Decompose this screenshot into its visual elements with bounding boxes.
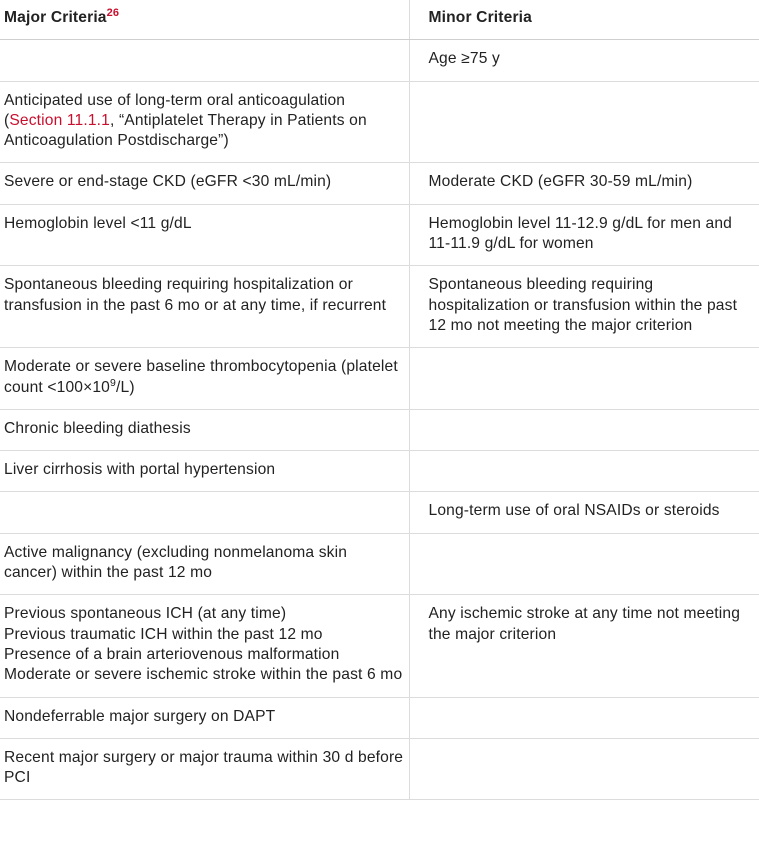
minor-cell — [409, 348, 759, 410]
table-row — [0, 533, 759, 595]
table-row — [0, 81, 759, 163]
section-link[interactable]: Section 11.1.1 — [9, 111, 110, 129]
table-row — [0, 738, 759, 800]
minor-cell: Long-term use of oral NSAIDs or steroids — [409, 492, 759, 533]
major-cell: Chronic bleeding diathesis — [0, 409, 409, 450]
minor-cell — [409, 533, 759, 595]
minor-cell: Age ≥75 y — [409, 40, 759, 81]
minor-cell: Moderate CKD (eGFR 30-59 mL/min) — [409, 163, 759, 204]
major-cell: Recent major surgery or major trauma within 30 d before PCI — [0, 738, 409, 800]
minor-cell — [409, 738, 759, 800]
major-cell: Liver cirrhosis with portal hypertension — [0, 451, 409, 492]
table-row — [0, 204, 759, 266]
header-row — [0, 0, 759, 40]
minor-cell — [409, 409, 759, 450]
table-row — [0, 266, 759, 348]
minor-cell: Hemoglobin level 11-12.9 g/dL for men and 11-11.9 g/dL for women — [409, 204, 759, 266]
minor-cell — [409, 81, 759, 163]
reference-link[interactable]: 26 — [106, 7, 120, 19]
major-cell: Hemoglobin level <11 g/dL — [0, 204, 409, 266]
minor-cell — [409, 451, 759, 492]
major-cell: Anticipated use of long-term oral anticoagulation (Section 11.1.1, “Antiplatelet Therapy in Patients on Anticoagulation Postdischarge”) — [0, 81, 409, 163]
major-criteria-header: Major Criteria$^{26}$ — [0, 0, 409, 40]
table-row — [0, 348, 759, 410]
table-row — [0, 163, 759, 204]
major-cell: Active malignancy (excluding nonmelanoma skin cancer) within the past 12 mo — [0, 533, 409, 595]
table-row — [0, 697, 759, 738]
table-row — [0, 492, 759, 533]
table-row — [0, 40, 759, 81]
major-cell: Severe or end-stage CKD (eGFR <30 mL/min) — [0, 163, 409, 204]
major-cell — [0, 40, 409, 81]
minor-criteria-header: Minor Criteria — [409, 0, 759, 40]
major-cell: Spontaneous bleeding requiring hospitalization or transfusion in the past 6 mo or at any time, if recurrent — [0, 266, 409, 348]
minor-cell — [409, 697, 759, 738]
major-cell — [0, 492, 409, 533]
minor-cell: Spontaneous bleeding requiring hospitalization or transfusion within the past 12 mo not meeting the major criterion — [409, 266, 759, 348]
table-row — [0, 409, 759, 450]
table-row — [0, 451, 759, 492]
table-row — [0, 595, 759, 697]
major-cell: Previous spontaneous ICH (at any time) Previous traumatic ICH within the past 12 mo Presence of a brain arteriovenous malformation Moderate or severe ischemic stroke within the past 6 mo — [0, 595, 409, 697]
major-cell: Moderate or severe baseline thrombocytopenia (platelet count $<100\times 10^9/L$) — [0, 348, 409, 410]
major-cell: Nondeferrable major surgery on DAPT — [0, 697, 409, 738]
minor-cell: Any ischemic stroke at any time not meeting the major criterion — [409, 595, 759, 697]
